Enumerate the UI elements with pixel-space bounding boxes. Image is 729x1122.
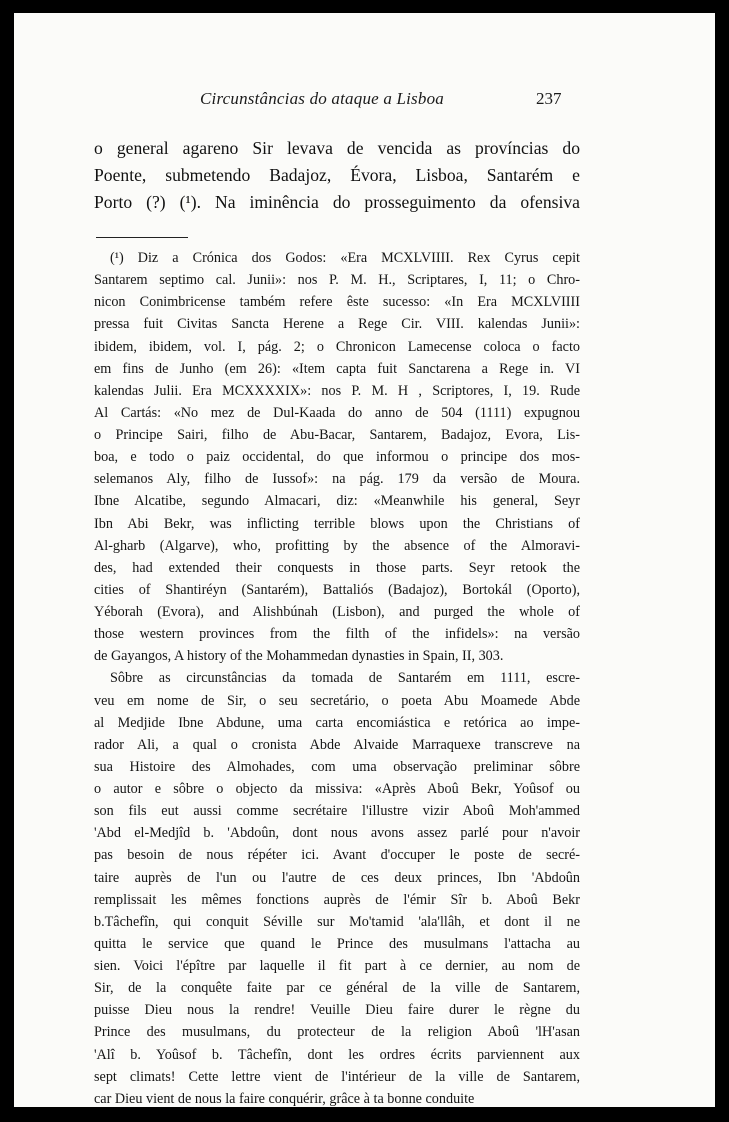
footnote-line: boa, e todo o paiz occidental, do que informou o principe dos mos- (94, 449, 580, 466)
footnote-line: sien. Voici l'épître par laquelle il fit part à ce dernier, au nom de (94, 958, 580, 974)
footnote-line: des, had extended their conquests in those parts. Seyr retook the (94, 559, 580, 576)
footnote-line: sua Histoire des Almohades, com uma observação preliminar sôbre (94, 758, 580, 775)
footnote-separator (96, 237, 188, 238)
footnote-line: son fils eut aussi comme secrétaire l'illustre vizir Aboû Moh'ammed (94, 803, 580, 820)
footnote-line: o Principe Sairi, filho de Abu-Bacar, Santarem, Badajoz, Evora, Lis- (94, 427, 580, 443)
footnote-line: 'Abd el-Medjîd b. 'Abdoûn, dont nous avons assez parlé pour n'avoir (94, 825, 580, 842)
footnote-line: cities of Shantiréyn (Santarém), Battaliós (Badajoz), Bortokál (Oporto), (94, 581, 580, 598)
footnote-line: em fins de Junho (em 26): «Item capta fuit Sanctarena a Rege in. VI (94, 360, 580, 377)
footnote-line: selemanos Aly, filho de Iussof»: na pág. 179 da versão de Moura. (94, 471, 580, 488)
book-page (14, 13, 715, 1107)
footnote-line: Ibne Alcatibe, segundo Almacari, diz: «Meanwhile his general, Seyr (94, 493, 580, 510)
footnote-line: de Gayangos, A history of the Mohammedan dynasties in Spain, II, 303. (94, 648, 504, 665)
footnote-line: al Medjide Ibne Abdune, uma carta encomiástica e retórica ao impe- (94, 714, 580, 731)
footnote-line: pressa fuit Civitas Sancta Herene a Rege Cir. VIII. kalendas Junii»: (94, 316, 580, 333)
footnote-line: o autor e sôbre o objecto da missiva: «Après Aboû Bekr, Yoûsof ou (94, 781, 580, 797)
footnote-line: Sôbre as circunstâncias da tomada de Santarém em 1111, escre- (110, 670, 580, 687)
running-title: Circunstâncias do ataque a Lisboa (200, 89, 444, 108)
footnote-line: sept climats! Cette lettre vient de l'intérieur de la ville de Santarem, (94, 1068, 580, 1085)
footnote-line: Prince des musulmans, du protecteur de la religion Aboû 'lH'asan (94, 1024, 580, 1041)
footnote-line: pas besoin de nous répéter ici. Avant d'occuper le poste de secré- (94, 847, 580, 864)
footnote-line: (¹) Diz a Crónica dos Godos: «Era MCXLVIIII. Rex Cyrus cepit (110, 250, 580, 266)
footnote-line: Sir, de la conquête faite par ce général de la ville de Santarem, (94, 980, 580, 997)
footnote-line: Al-gharb (Algarve), who, profitting by the absence of the Almoravi- (94, 537, 580, 554)
footnote-line: kalendas Julii. Era MCXXXXIX»: nos P. M. H , Scriptores, I, 19. Rude (94, 382, 580, 399)
footnote-line: b.Tâchefîn, qui conquit Séville sur Mo'tamid 'ala'llâh, et dont il ne (94, 913, 580, 930)
main-text (94, 135, 580, 216)
footnote-line: nicon Conimbricense também refere êste sucesso: «In Era MCXLVIIII (94, 294, 580, 311)
footnote-line: remplissait les mêmes fonctions auprès de l'émir Sîr b. Aboû Bekr (94, 891, 580, 908)
footnote-block (94, 247, 580, 1107)
footnote-line: quitta le service que quand le Prince des musulmans l'attacha au (94, 935, 580, 952)
main-text-line: Porto (?) (¹). Na iminência do prosseguimento da ofensiva (94, 192, 580, 212)
footnote-line: rador Ali, a qual o cronista Abde Alvaide Marraquexe transcreve na (94, 736, 580, 753)
page-number: 237 (536, 89, 562, 108)
footnote-line: ibidem, ibidem, vol. I, pág. 2; o Chronicon Lamecense coloca o facto (94, 338, 580, 355)
main-text-line: Poente, submetendo Badajoz, Évora, Lisboa, Santarém e (94, 165, 580, 185)
footnote-line: taire auprès de l'un ou l'autre de ces deux princes, Ibn 'Abdoûn (94, 869, 580, 886)
page-header (14, 89, 715, 115)
footnote-line: veu em nome de Sir, o seu secretário, o poeta Abu Moamede Abde (94, 692, 580, 709)
footnote-line: Yéborah (Evora), and Alishbúnah (Lisbon), and purged the whole of (94, 604, 580, 620)
footnote-line: 'Alî b. Yoûsof b. Tâchefîn, dont les ordres écrits parviennent aux (94, 1046, 580, 1063)
footnote-line: Santarem septimo cal. Junii»: nos P. M. H., Scriptares, I, 11; o Chro- (94, 272, 580, 289)
footnote-line: puisse Dieu nous la rendre! Veuille Dieu faire durer le règne du (94, 1002, 580, 1019)
main-text-line: o general agareno Sir levava de vencida as províncias do (94, 138, 580, 158)
footnote-line: Al Cartás: «No mez de Dul-Kaada do anno de 504 (1111) expugnou (94, 404, 580, 421)
footnote-line: car Dieu vient de nous la faire conquérir, grâce à ta bonne conduite (94, 1090, 475, 1107)
footnote-line: Ibn Abi Bekr, was inflicting terrible blows upon the Christians of (94, 515, 580, 532)
footnote-line: those western provinces from the filth of the infidels»: na versão (94, 626, 580, 643)
